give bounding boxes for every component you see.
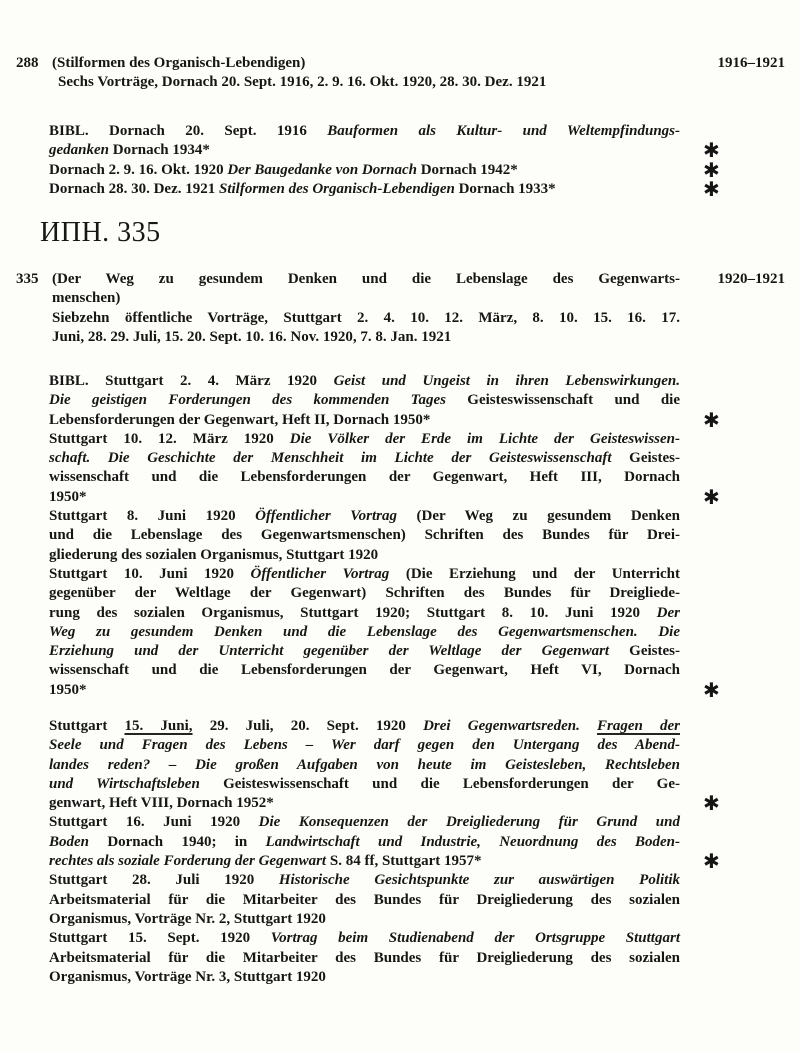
- margin-asterisk-icon: ✱: [703, 177, 720, 201]
- work-title-text: Geist und Ungeist in ihren Lebenswirkungen.: [333, 373, 681, 389]
- body-text: Geistes-: [629, 643, 680, 660]
- entry-number: 335: [16, 271, 39, 287]
- body-text: Stuttgart 10. 12. März 1920: [49, 430, 290, 447]
- work-title-text: Historische Gesichtspunkte zur auswärtigen Politik: [278, 872, 680, 889]
- entry-body: [52, 54, 680, 93]
- text-line: [49, 526, 680, 545]
- entry-number: 288: [16, 55, 39, 71]
- text-line: [49, 546, 680, 565]
- text-line: [49, 756, 680, 775]
- body-text: genwart, Heft VIII, Dornach 1952*: [49, 795, 274, 812]
- text-line: [49, 488, 680, 507]
- body-text: Organismus, Vorträge Nr. 3, Stuttgart 1920: [49, 968, 326, 985]
- text-line: [49, 833, 680, 852]
- work-title-text: Die Völker der Erde im Lichte der Geisteswissen-: [289, 430, 681, 447]
- text-line: [49, 871, 680, 890]
- margin-asterisk-icon: ✱: [703, 678, 720, 702]
- work-title-text: Drei Gegenwartsreden.: [423, 718, 597, 734]
- body-text: Geistes-: [629, 450, 680, 467]
- work-title-text: gedanken: [49, 142, 109, 159]
- work-title-text: Öffentlicher Vortrag: [255, 508, 397, 525]
- body-text: Organismus, Vorträge Nr. 2, Stuttgart 1920: [49, 910, 326, 927]
- text-line: [49, 813, 680, 832]
- text-line: [49, 430, 680, 449]
- text-line: [49, 681, 680, 700]
- entry-date-range: 1916–1921: [717, 55, 785, 71]
- text-line: [52, 270, 680, 289]
- text-line: [49, 949, 680, 968]
- work-title-text: Vortrag beim Studienabend der Ortsgruppe Stuttgart: [270, 930, 680, 947]
- text-line: [49, 891, 680, 910]
- text-line: [49, 141, 680, 160]
- work-title-text: Erziehung und der Unterricht gegenüber der Weltlage der Gegenwart: [49, 643, 630, 660]
- body-text: Dornach 2. 9. 16. Okt. 1920: [49, 161, 228, 178]
- body-text: BIBL. Stuttgart 2. 4. März 1920: [49, 373, 334, 389]
- margin-asterisk-icon: ✱: [703, 138, 720, 162]
- text-line: [49, 565, 680, 584]
- text-line: [49, 411, 680, 430]
- text-line: [49, 794, 680, 813]
- text-line: [49, 507, 680, 526]
- body-text: Dornach 28. 30. Dez. 1921: [49, 180, 219, 197]
- text-line: [49, 161, 680, 180]
- body-text: Juni, 28. 29. Juli, 15. 20. Sept. 10. 16. Nov. 1920, 7. 8. Jan. 1921: [52, 328, 452, 345]
- text-line: [49, 584, 680, 603]
- work-title-text: Die geistigen Forderungen des kommenden Tages: [49, 392, 468, 409]
- margin-asterisk-icon: ✱: [703, 408, 720, 432]
- entry-title: [52, 270, 680, 309]
- entry-subtitle: Sechs Vorträge, Dornach 20. Sept. 1916, 2. 9. 16. Okt. 1920, 28. 30. Dez. 1921: [58, 74, 547, 91]
- text-line: [49, 910, 680, 929]
- margin-asterisk-icon: ✱: [703, 791, 720, 815]
- work-title-text: Der: [656, 604, 680, 621]
- body-text: Lebensforderungen der Gegenwart, Heft II, Dornach 1950*: [49, 411, 431, 428]
- body-text: 15. Juni,: [124, 718, 193, 734]
- body-text: wissenschaft und die Lebensforderungen der Gegenwart, Heft III, Dornach: [49, 469, 680, 486]
- body-text: rung des sozialen Organismus, Stuttgart 1920; Stuttgart 8. 10. Juni 1920: [49, 604, 657, 621]
- text-line: [49, 372, 680, 391]
- text-line: [49, 180, 680, 199]
- body-text: (Der Weg zu gesundem Denken und die Lebenslage des Gegenwarts-: [52, 271, 680, 287]
- text-line: [52, 328, 680, 347]
- text-line: [49, 775, 680, 794]
- text-line: [49, 968, 680, 987]
- body-text: gliederung des sozialen Organismus, Stuttgart 1920: [49, 546, 379, 563]
- text-line: [49, 468, 680, 487]
- body-text: Stuttgart 8. Juni 1920: [49, 508, 256, 525]
- body-text: Stuttgart 16. Juni 1920: [49, 814, 259, 831]
- body-text: Geisteswissenschaft und die Lebensforderungen der Ge-: [223, 775, 681, 792]
- body-text: Dornach 1942*: [416, 161, 518, 178]
- work-title-text: schaft. Die Geschichte der Menschheit im Lichte der Geisteswissenschaft: [49, 450, 630, 467]
- body-text: und die Lebenslage des Gegenwartsmenschen) Schriften des Bundes für Drei-: [49, 527, 680, 544]
- margin-asterisk-icon: ✱: [703, 485, 720, 509]
- text-line: [49, 852, 680, 871]
- work-title-text: und Wirtschaftsleben: [49, 775, 224, 792]
- work-title-text: Fragen der: [597, 718, 681, 734]
- work-title-text: rechtes als soziale Forderung der Gegenwart: [49, 853, 330, 870]
- work-title-text: Weg zu gesundem Denken und die Lebenslage des Gegenwartsmenschen. Die: [49, 623, 680, 640]
- work-title-text: landes reden? – Die großen Aufgaben von heute im Geistesleben, Rechtsleben: [49, 756, 680, 773]
- body-text: (Der Weg zu gesundem Denken: [396, 508, 681, 525]
- body-text: Stuttgart 10. Juni 1920: [49, 565, 251, 582]
- section-heading: ИПН. 335: [40, 217, 161, 248]
- text-line: [49, 391, 680, 410]
- text-line: [52, 309, 680, 328]
- body-text: 1950*: [49, 488, 87, 505]
- body-text: Arbeitsmaterial für die Mitarbeiter des Bundes für Dreigliederung des sozialen: [49, 891, 680, 908]
- entry-body: [52, 270, 680, 347]
- text-line: [49, 623, 680, 642]
- work-title-text: Öffentlicher Vortrag: [250, 565, 390, 582]
- body-text: Dornach 1934*: [109, 142, 210, 159]
- work-title-text: Boden: [49, 833, 108, 850]
- bibliography-335-part1: [49, 372, 680, 700]
- text-line: [49, 122, 680, 141]
- text-line: [49, 736, 680, 755]
- bibliography-335-part2: [49, 717, 680, 987]
- body-text: Arbeitsmaterial für die Mitarbeiter des Bundes für Dreigliederung des sozialen: [49, 949, 680, 966]
- body-text: (Die Erziehung und der Unterricht: [389, 565, 680, 582]
- text-line: [49, 642, 680, 661]
- entry-title: (Stilformen des Organisch-Lebendigen): [52, 55, 306, 71]
- body-text: Geisteswissenschaft und die: [467, 392, 680, 409]
- body-text: BIBL. Dornach 20. Sept. 1916: [49, 123, 328, 139]
- work-title-text: Seele und Fragen des Lebens – Wer darf gegen den Untergang des Abend-: [49, 737, 680, 754]
- margin-asterisk-icon: ✱: [703, 158, 720, 182]
- text-line: [49, 449, 680, 468]
- body-text: menschen): [52, 290, 121, 307]
- work-title-text: Stilformen des Organisch-Lebendigen: [218, 180, 455, 197]
- text-line: [49, 661, 680, 680]
- work-title-text: Landwirtschaft und Industrie, Neuordnung des Boden-: [265, 833, 680, 850]
- body-text: Dornach 1940; in: [107, 833, 266, 850]
- margin-asterisk-icon: ✱: [703, 849, 720, 873]
- body-text: Stuttgart 28. Juli 1920: [49, 872, 279, 889]
- work-title-text: Die Konsequenzen der Dreigliederung für Grund und: [258, 814, 680, 831]
- body-text: wissenschaft und die Lebensforderungen der Gegenwart, Heft VI, Dornach: [49, 662, 680, 679]
- body-text: Stuttgart: [49, 718, 125, 734]
- body-text: gegenüber der Weltlage der Gegenwart) Schriften des Bundes für Dreigliede-: [49, 585, 680, 602]
- text-line: [49, 604, 680, 623]
- entry-subtitle: [52, 309, 680, 348]
- body-text: S. 84 ff, Stuttgart 1957*: [329, 853, 482, 870]
- entry-335-header: [16, 270, 785, 347]
- entry-date-range: 1920–1921: [717, 271, 785, 287]
- text-line: [49, 929, 680, 948]
- body-text: Siebzehn öffentliche Vorträge, Stuttgart 2. 4. 10. 12. März, 8. 10. 15. 16. 17.: [52, 309, 680, 326]
- body-text: Stuttgart 15. Sept. 1920: [49, 930, 271, 947]
- body-text: 1950*: [49, 681, 87, 698]
- body-text: Dornach 1933*: [454, 180, 556, 197]
- text-line: [49, 717, 680, 736]
- work-title-text: Bauformen als Kultur- und Weltempfindungs-: [327, 123, 680, 139]
- entry-288-header: [16, 54, 785, 93]
- text-line: [52, 289, 680, 308]
- bibliography-288: [49, 122, 680, 199]
- work-title-text: Der Baugedanke von Dornach: [227, 161, 417, 178]
- body-text: 29. Juli, 20. Sept. 1920: [192, 718, 424, 734]
